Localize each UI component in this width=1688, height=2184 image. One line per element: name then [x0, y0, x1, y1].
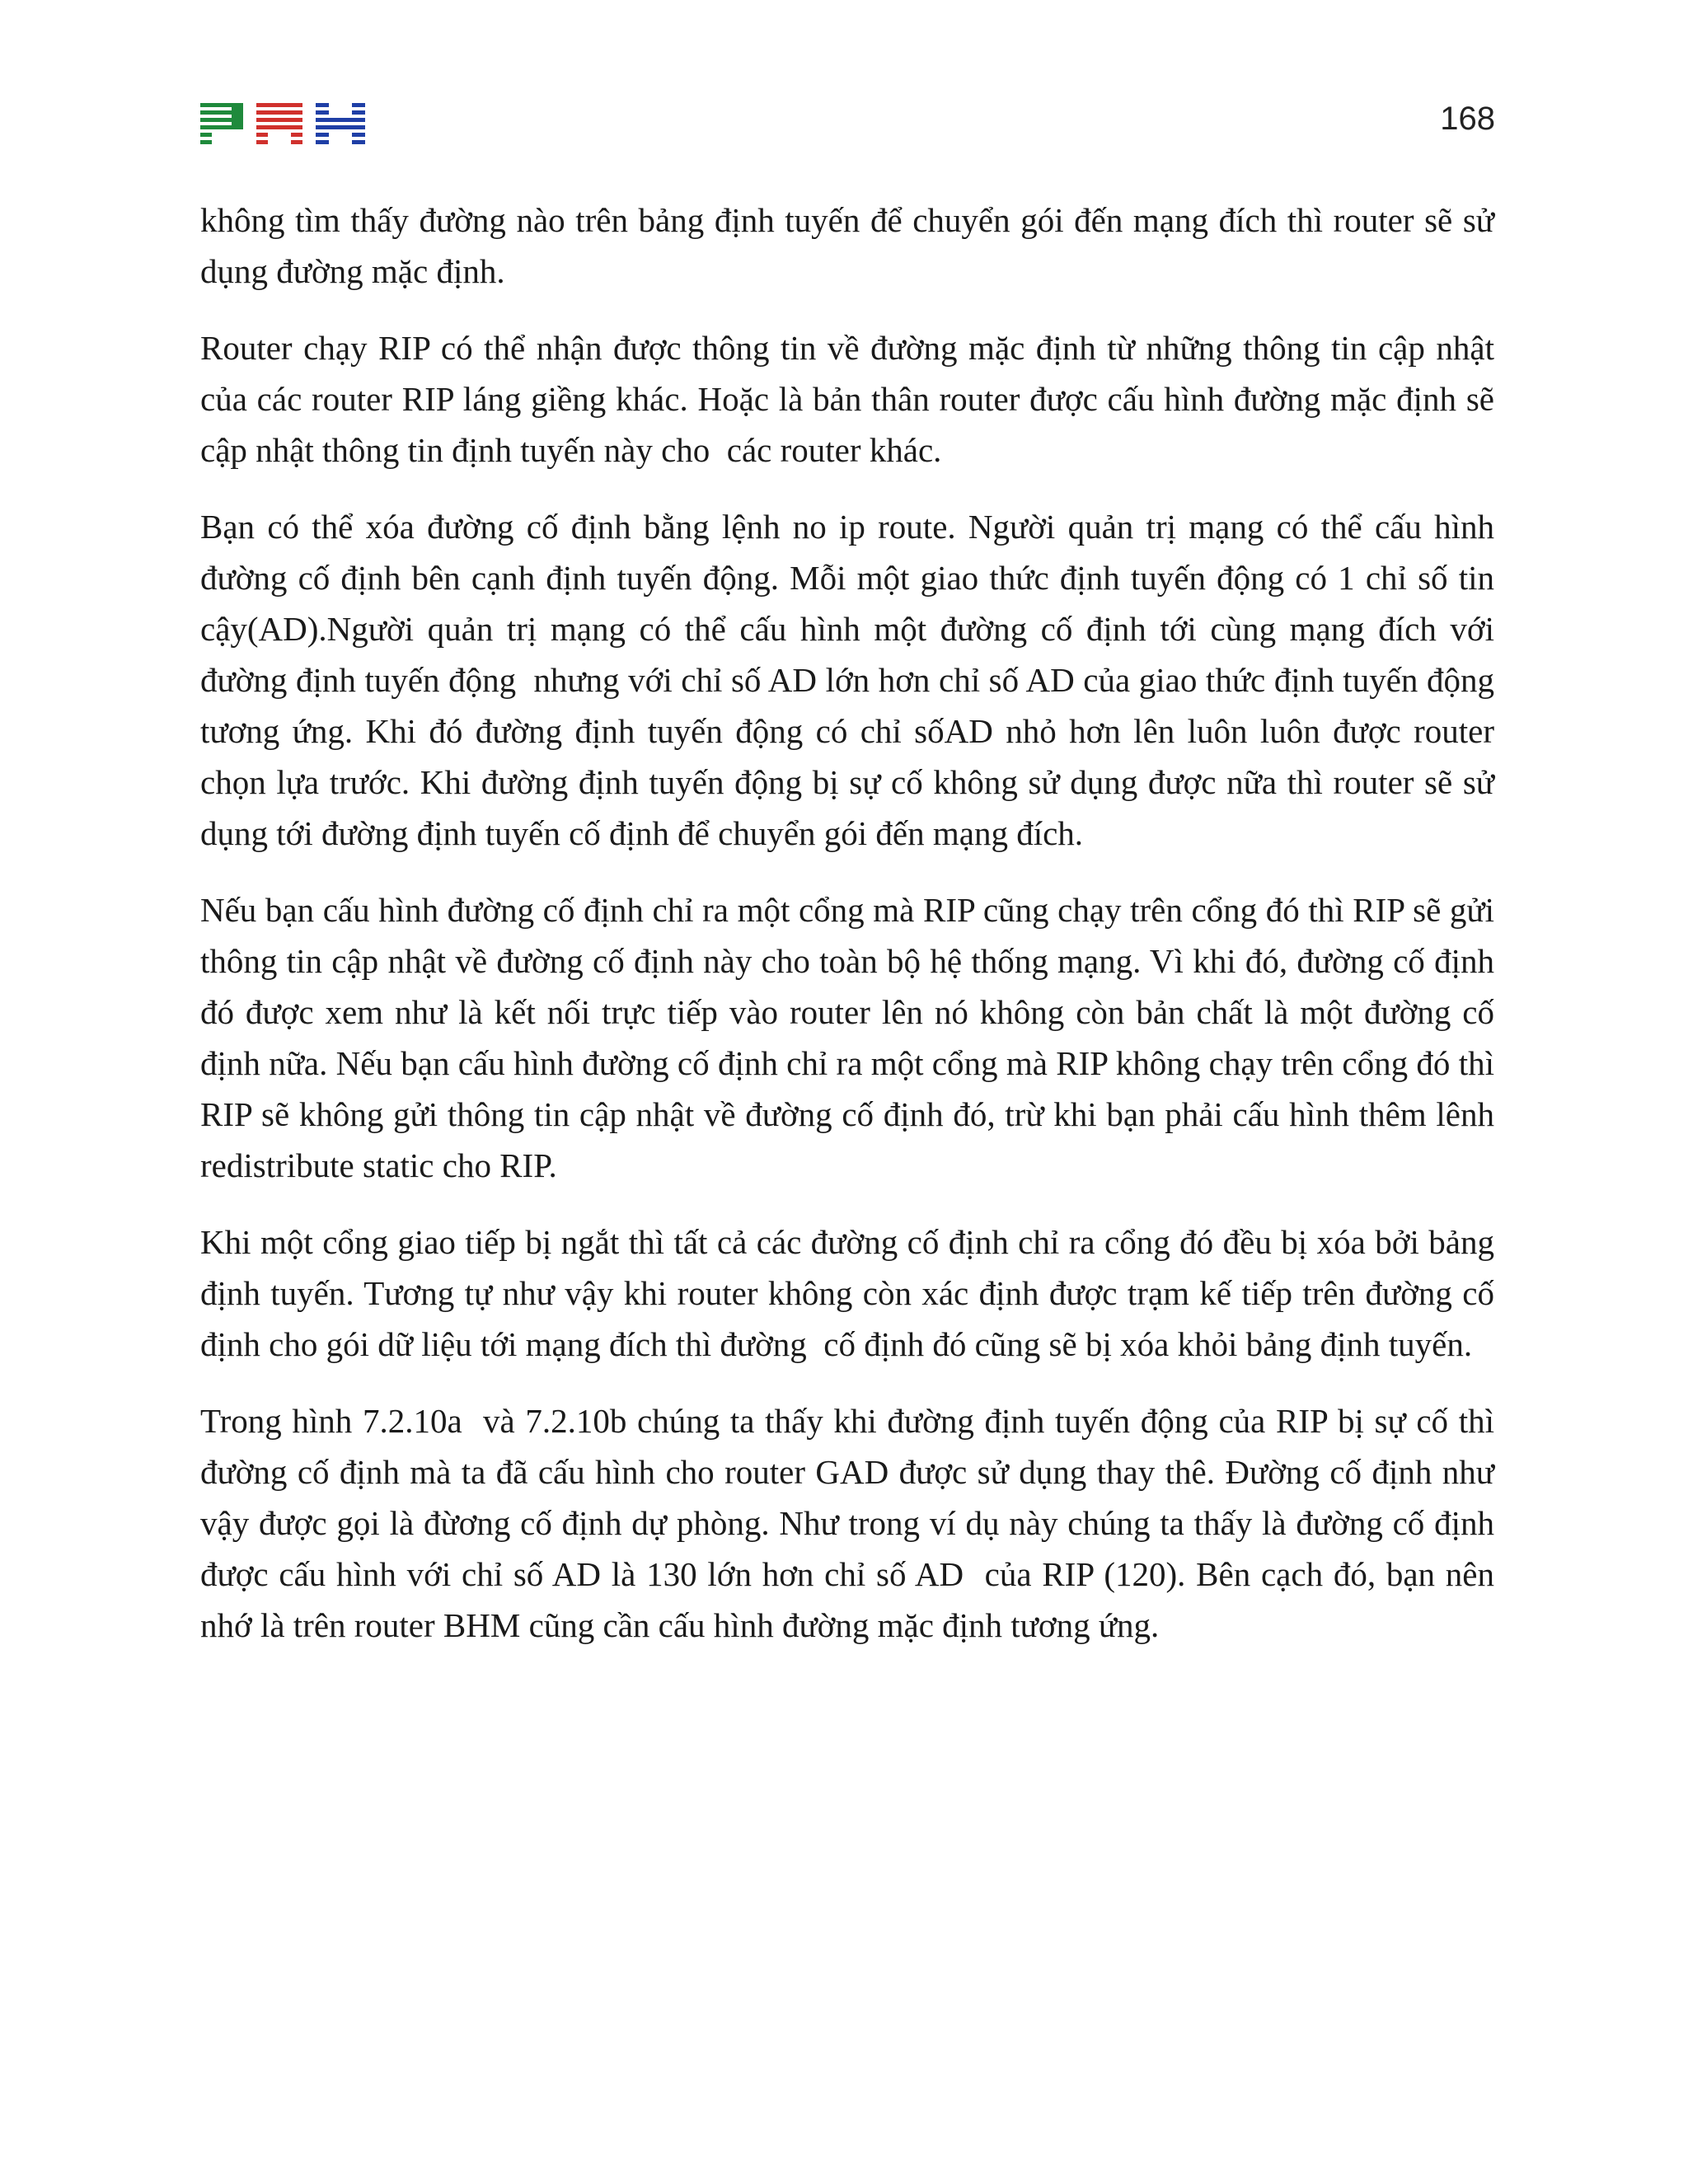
page-header [0, 0, 1688, 165]
pnh-logo [200, 103, 365, 146]
body-text [200, 194, 1503, 1676]
paragraph-5: Khi một cổng giao tiếp bị ngắt thì tất cả các đường cố định chỉ ra cổng đó đều bị xóa bởi bảng định tuyến. Tương tự như vậy khi router không còn xác định được trạm kế tiếp trên đường cố định cho gói dữ liệu tới mạng đích thì đường cố định đó cũng sẽ bị xóa khỏi bảng định tuyến. [200, 1223, 1503, 1363]
paragraph-1: không tìm thấy đường nào trên bảng định tuyến để chuyển gói đến mạng đích thì router sẽ sử dụng đường mặc định. [200, 201, 1503, 290]
paragraph-3: Bạn có thể xóa đường cố định bằng lệnh no ip route. Người quản trị mạng có thể cấu hình đường cố định bên cạnh định tuyến động. Mỗi một giao thức định tuyến động có 1 chỉ số tin cậy(AD).Người quản trị mạng có thể cấu hình một đường cố định tới cùng mạng đích với đường định tuyến động nhưng với chỉ số AD lớn hơn chỉ số AD của giao thức định tuyến động tương ứng. Khi đó đường định tuyến động có chỉ sốAD nhỏ hơn lên luôn luôn được router chọn lựa trước. Khi đường định tuyến động bị sự cố không sử dụng được nữa thì router sẽ sử dụng tới đường định tuyến cố định để chuyển gói đến mạng đích. [200, 508, 1503, 852]
paragraph-6: Trong hình 7.2.10a và 7.2.10b chúng ta thấy khi đường định tuyến động của RIP bị sự cố thì đường cố định mà ta đã cấu hình cho router GAD được sử dụng thay thê. Đường cố định như vậy được gọi là đừơng cố định dự phòng. Như trong ví dụ này chúng ta thấy là đường cố định được cấu hình với chỉ số AD là 130 lớn hơn chỉ số AD của RIP (120). Bên cạch đó, bạn nên nhớ là trên router BHM cũng cần cấu hình đường mặc định tương ứng. [200, 1402, 1503, 1644]
page-number: 168 [1440, 101, 1495, 137]
paragraph-4: Nếu bạn cấu hình đường cố định chỉ ra một cổng mà RIP cũng chạy trên cổng đó thì RIP sẽ gửi thông tin cập nhật về đường cố định này cho toàn bộ hệ thống mạng. Vì khi đó, đường cố định đó được xem như là kết nối trực tiếp vào router lên nó không còn bản chất là một đường cố định nữa. Nếu bạn cấu hình đường cố định chỉ ra một cổng mà RIP không chạy trên cổng đó thì RIP sẽ không gửi thông tin cập nhật về đường cố định đó, trừ khi bạn phải cấu hình thêm lênh redistribute static cho RIP. [200, 891, 1503, 1184]
paragraph-2: Router chạy RIP có thể nhận được thông tin về đường mặc định từ những thông tin cập nhật của các router RIP láng giềng khác. Hoặc là bản thân router được cấu hình đường mặc định sẽ cập nhật thông tin định tuyến này cho các router khác. [200, 329, 1503, 469]
